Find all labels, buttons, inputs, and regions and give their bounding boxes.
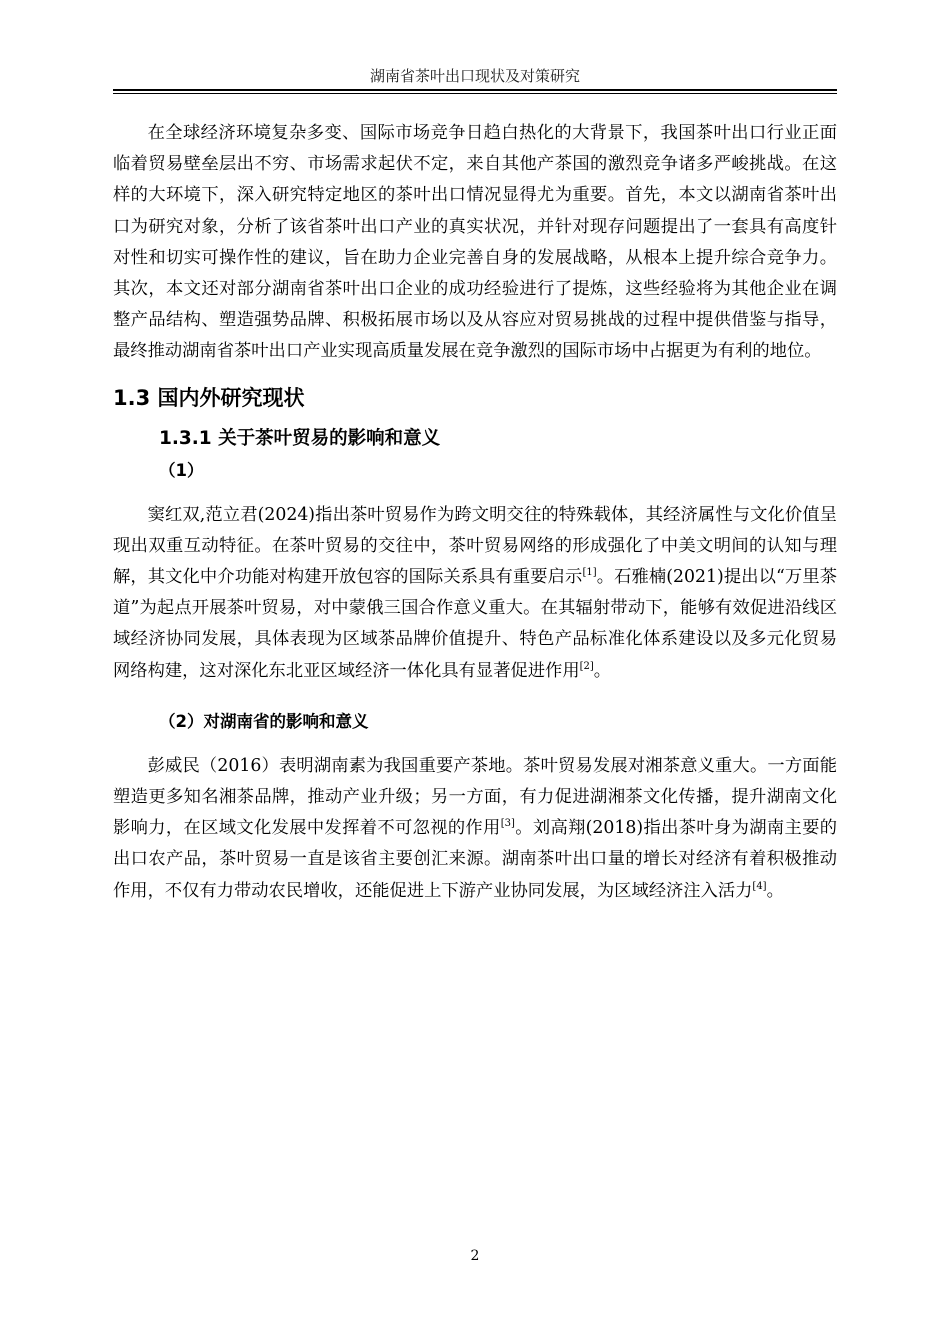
paragraph-text: 。石雅楠(2021)提出以“万里茶道”为起点开展茶叶贸易，对中蒙俄三国合作意义重大。在其辐射带动下，能够有效促进沿线区域经济协同发展，具体表现为区域茶品牌价值提升、特色产品标准化体系建设以及多元化贸易网络构建，这对深化东北亚区域经济一体化具有显著促进作用	[113, 567, 837, 681]
running-header: 湖南省茶叶出口现状及对策研究	[369, 67, 580, 85]
paragraph-text: 。	[766, 880, 784, 901]
intro-paragraph: 在全球经济环境复杂多变、国际市场竞争日趋白热化的大背景下，我国茶叶出口行业正面临着贸易壁垒层出不穷、市场需求起伏不定，来自其他产茶国的激烈竞争诸多严峻挑战。在这样的大环境下，深入研究特定地区的茶叶出口情况显得尤为重要。首先，本文以湖南省茶叶出口为研究对象，分析了该省茶叶出口产业的真实状况，并针对现存问题提出了一套具有高度针对性和切实可操作性的建议，旨在助力企业完善自身的发展战略，从根本上提升综合竞争力。其次，本文还对部分湖南省茶叶出口企业的成功经验进行了提炼，这些经验将为其他企业在调整产品结构、塑造强势品牌、积极拓展市场以及从容应对贸易挑战的过程中提供借鉴与指导，最终推动湖南省茶叶出口产业实现高质量发展在竞争激烈的国际市场中占据更为有利的地位。	[113, 123, 837, 362]
paragraph-text: 窦红双,范立君(2024)指出茶叶贸易作为跨文明交往的特殊载体，其经济属性与文化价值呈现出双重互动特征。在茶叶贸易的交往中，茶叶贸易网络的形成强化了中美文明间的认知与理解，其文化中介功能对构建开放包容的国际关系具有重要启示	[113, 504, 837, 588]
citation-ref: [1]	[582, 567, 597, 579]
paragraph-text: 。	[593, 660, 612, 681]
header-rule-thin	[113, 93, 837, 94]
section-heading: 1.3 国内外研究现状	[113, 385, 305, 410]
item-label-1: （1）	[159, 460, 204, 480]
page-number: 2	[470, 1248, 480, 1264]
citation-ref: [2]	[579, 660, 594, 672]
paragraph-text: 。刘高翔(2018)指出茶叶身为湖南主要的出口农产品，茶叶贸易一直是该省主要创汇来源。湖南茶叶出口量的增长对经济有着积极推动作用，不仅有力带动农民增收，还能促进上下游产业协同发展，为区域经济注入活力	[113, 818, 837, 901]
literature-paragraph-2	[113, 751, 837, 907]
literature-paragraph-1	[113, 500, 837, 687]
citation-ref: [3]	[500, 818, 515, 830]
page-body	[113, 118, 837, 907]
citation-ref: [4]	[752, 880, 767, 892]
paragraph-text: 彭威民（2016）表明湖南素为我国重要产茶地。茶叶贸易发展对湘茶意义重大。一方面能塑造更多知名湘茶品牌，推动产业升级；另一方面，有力促进湖湘茶文化传播，提升湖南文化影响力，在区域文化发展中发挥着不可忽视的作用	[113, 755, 837, 839]
header-rule	[113, 89, 837, 91]
subsection-heading: 1.3.1 关于茶叶贸易的影响和意义	[159, 427, 441, 449]
item-label-2: （2）对湖南省的影响和意义	[159, 711, 369, 731]
